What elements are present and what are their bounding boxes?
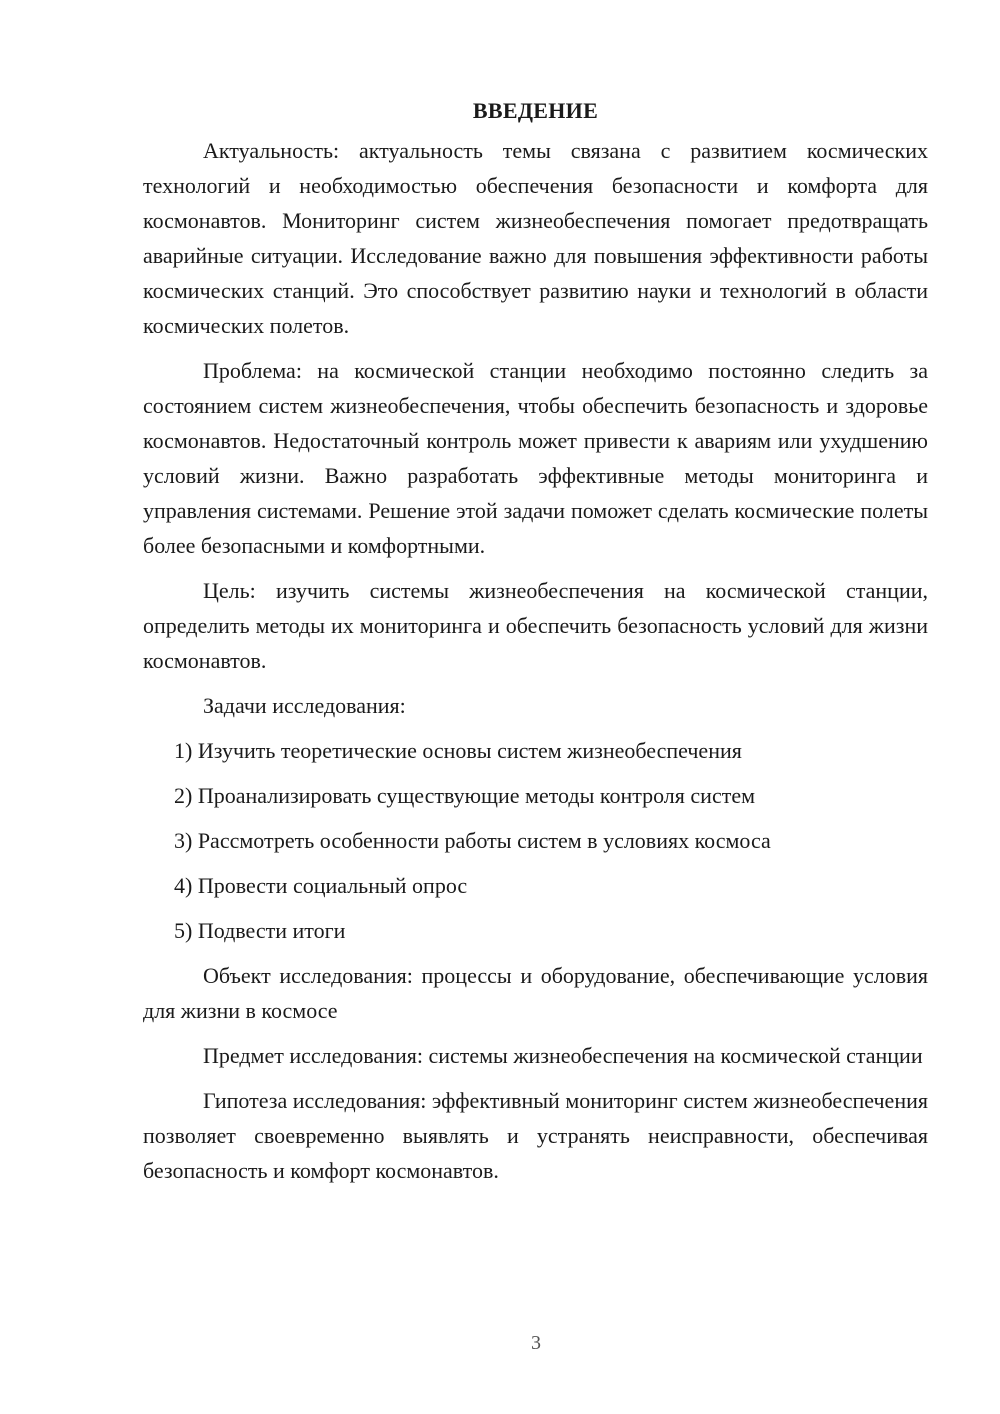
goal-paragraph: Цель: изучить системы жизнеобеспечения на космической станции, определить методы их мониторинга и обеспечить безопасность условий для жизни космонавтов. — [143, 578, 928, 673]
tasks-list — [143, 733, 928, 948]
document-page — [143, 93, 928, 1198]
object-paragraph: Объект исследования: процессы и оборудование, обеспечивающие условия для жизни в космосе — [143, 963, 928, 1023]
list-item: 4) Провести социальный опрос — [174, 873, 468, 898]
relevance-paragraph: Актуальность: актуальность темы связана с развитием космических технологий и необходимостью обеспечения безопасности и комфорта для космонавтов. Мониторинг систем жизнеобеспечения помогает предотвращать аварийные ситуации. Исследование важно для повышения эффективности работы космических станций. Это способствует развитию науки и технологий в области космических полетов. — [143, 138, 928, 338]
page-title: ВВЕДЕНИЕ — [472, 98, 599, 123]
problem-paragraph: Проблема: на космической станции необходимо постоянно следить за состоянием систем жизнеобеспечения, чтобы обеспечить безопасность и здоровье космонавтов. Недостаточный контроль может привести к авариям или ухудшению условий жизни. Важно разработать эффективные методы мониторинга и управления системами. Решение этой задачи поможет сделать космические полеты более безопасными и комфортными. — [143, 358, 928, 558]
subject-paragraph: Предмет исследования: системы жизнеобеспечения на космической станции — [203, 1043, 923, 1068]
list-item: 5) Подвести итоги — [174, 918, 346, 943]
hypothesis-paragraph: Гипотеза исследования: эффективный мониторинг систем жизнеобеспечения позволяет своевременно выявлять и устранять неисправности, обеспечивая безопасность и комфорт космонавтов. — [143, 1088, 928, 1183]
page-number: 3 — [531, 1332, 541, 1354]
tasks-heading: Задачи исследования: — [203, 693, 406, 718]
list-item: 3) Рассмотреть особенности работы систем в условиях космоса — [174, 828, 771, 853]
list-item: 2) Проанализировать существующие методы контроля систем — [174, 783, 756, 808]
list-item: 1) Изучить теоретические основы систем жизнеобеспечения — [174, 738, 742, 763]
